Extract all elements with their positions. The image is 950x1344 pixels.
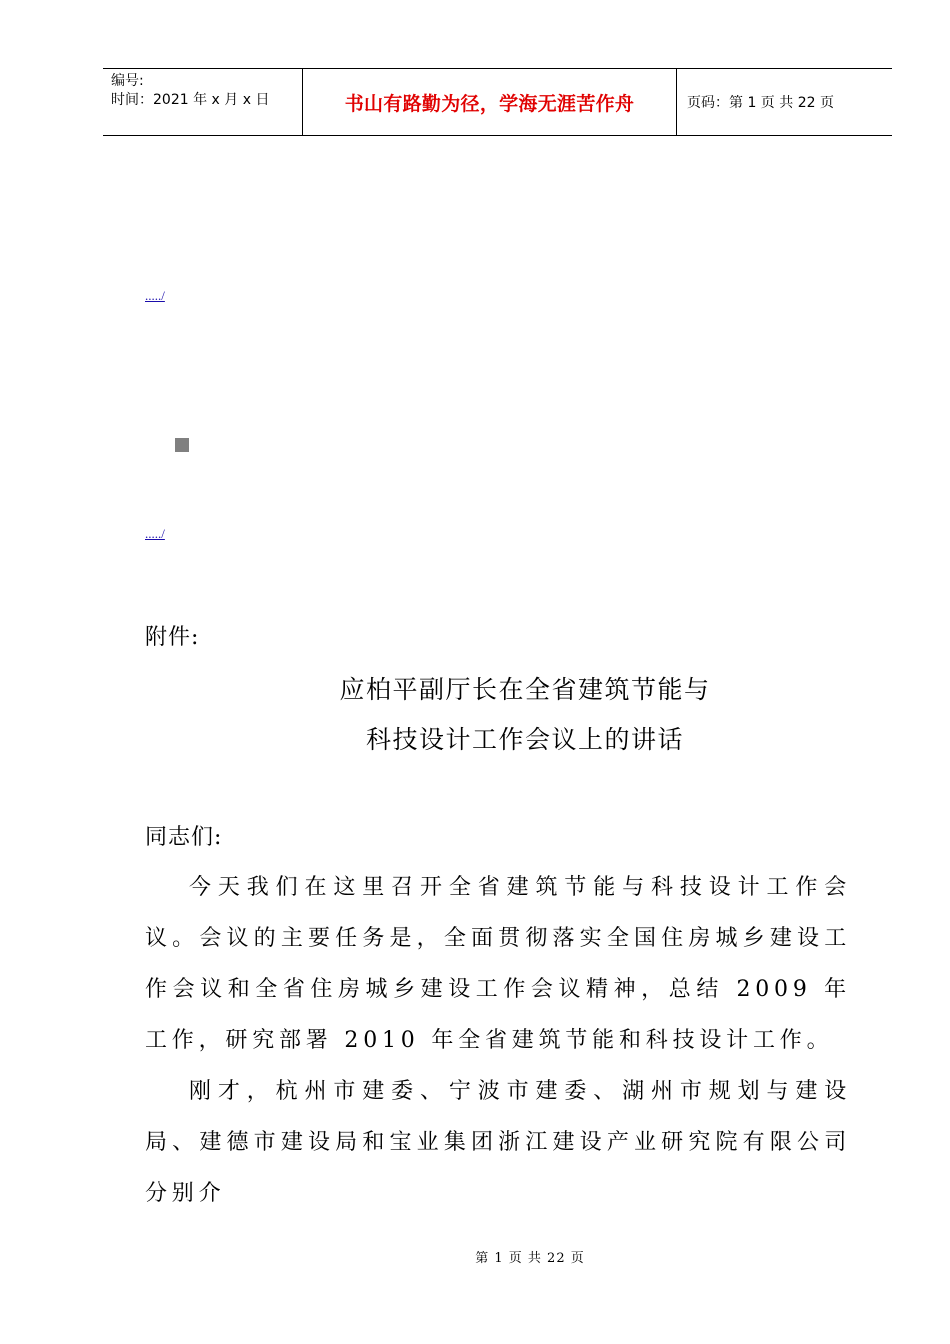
paragraph: 刚才，杭州市建委、宁波市建委、湖州市规划与建设局、建德市建设局和宝业集团浙江建设产业研究院有限公司分别介	[145, 1079, 851, 1206]
link-placeholder-1[interactable]: ...../	[145, 288, 165, 303]
square-bullet-icon	[175, 438, 189, 452]
header-meta	[103, 69, 303, 135]
date-label: 时间：2021 年 x 月 x 日	[111, 92, 270, 108]
page-header	[103, 68, 892, 136]
link-placeholder-2[interactable]: ...../	[145, 526, 165, 541]
page-footer: 第 1 页 共 22 页	[475, 1251, 585, 1266]
paragraph: 今天我们在这里召开全省建筑节能与科技设计工作会议。会议的主要任务是，全面贯彻落实全国住房城乡建设工作会议和全省住房城乡建设工作会议精神，总结 2009 年工作，研究部署 2010 年全省建筑节能和科技设计工作。	[145, 875, 851, 1053]
header-page-info: 页码：第 1 页 共 22 页	[687, 95, 834, 111]
greeting: 同志们:	[145, 825, 223, 850]
attachment-label: 附件:	[145, 625, 200, 650]
header-motto: 书山有路勤为径，学海无涯苦作舟	[303, 69, 677, 135]
speech-body	[145, 862, 851, 1219]
document-title-line-1: 应柏平副厅长在全省建筑节能与	[339, 675, 711, 704]
number-label: 编号:	[111, 73, 144, 89]
document-title-line-2: 科技设计工作会议上的讲话	[365, 725, 684, 754]
